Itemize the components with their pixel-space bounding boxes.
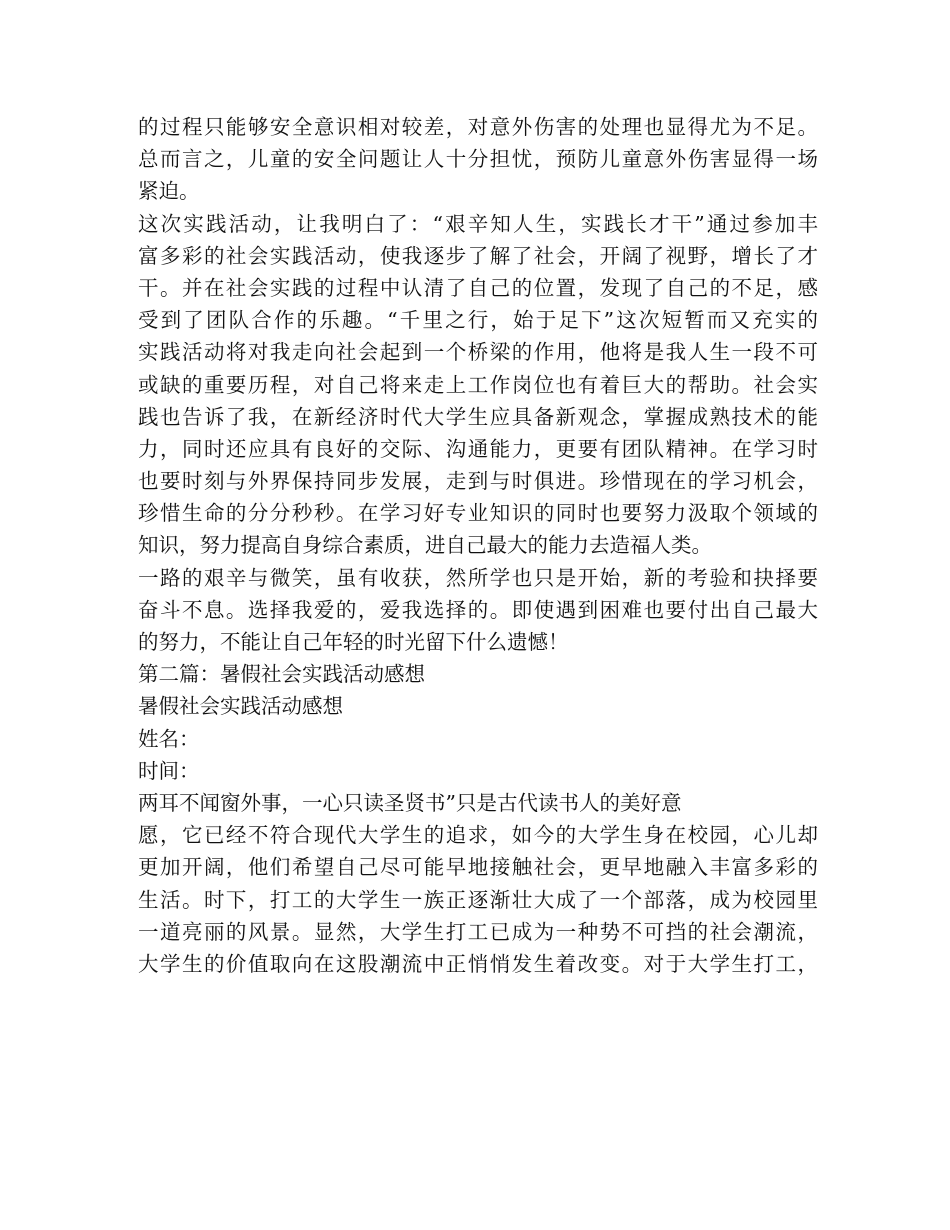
document-page [138,111,818,980]
text-line: 珍惜生命的分分秒秒。在学习好专业知识的同时也要努力汲取个领域的 [138,501,818,526]
text-line: 力，同时还应具有良好的交际、沟通能力，更要有团队精神。在学习时 [138,436,818,461]
text-line: 或缺的重要历程，对自己将来走上工作岗位也有着巨大的帮助。社会实 [138,372,818,397]
text-line: 奋斗不息。选择我爱的，爱我选择的。即使遇到困难也要付出自己最大 [138,597,818,622]
article-title: 暑假社会实践活动感想 [138,694,343,719]
text-line: 总而言之，儿童的安全问题让人十分担忧，预防儿童意外伤害显得一场 [138,147,818,172]
section-heading: 第二篇：暑假社会实践活动感想 [138,662,425,687]
text-line: 受到了团队合作的乐趣。“千里之行，始于足下”这次短暂而又充实的 [138,308,818,333]
text-line: 富多彩的社会实践活动，使我逐步了解了社会，开阔了视野，增长了才 [138,243,818,268]
text-line: 干。并在社会实践的过程中认清了自己的位置，发现了自己的不足，感 [138,275,818,300]
text-line: 也要时刻与外界保持同步发展，走到与时俱进。珍惜现在的学习机会， [138,469,818,494]
text-line: 的努力，不能让自己年轻的时光留下什么遗憾！ [138,630,569,654]
text-line: 紧迫。 [138,179,200,204]
text-line: 更加开阔，他们希望自己尽可能早地接触社会，更早地融入丰富多彩的 [138,855,818,880]
name-field-label: 姓名： [138,726,200,751]
text-line: 知识，努力提高自身综合素质，进自己最大的能力去造福人类。 [138,533,712,558]
text-line: 大学生的价值取向在这股潮流中正悄悄发生着改变。对于大学生打工， [138,951,818,976]
text-line: 这次实践活动，让我明白了：“艰辛知人生，实践长才干”通过参加丰 [138,211,818,236]
text-line: 愿，它已经不符合现代大学生的追求，如今的大学生身在校园，心儿却 [138,823,818,848]
time-field-label: 时间： [138,758,200,783]
text-line: 生活。时下，打工的大学生一族正逐渐壮大成了一个部落，成为校园里 [138,887,818,912]
text-line: 的过程只能够安全意识相对较差，对意外伤害的处理也显得尤为不足。 [138,115,818,139]
text-line: 一道亮丽的风景。显然，大学生打工已成为一种势不可挡的社会潮流， [138,919,818,944]
text-line: 实践活动将对我走向社会起到一个桥梁的作用，他将是我人生一段不可 [138,340,818,365]
text-line: 两耳不闻窗外事，一心只读圣贤书”只是古代读书人的美好意 [138,790,682,815]
text-line: 践也告诉了我，在新经济时代大学生应具备新观念，掌握成熟技术的能 [138,404,818,429]
text-line: 一路的艰辛与微笑，虽有收获，然所学也只是开始，新的考验和抉择要 [138,565,818,590]
